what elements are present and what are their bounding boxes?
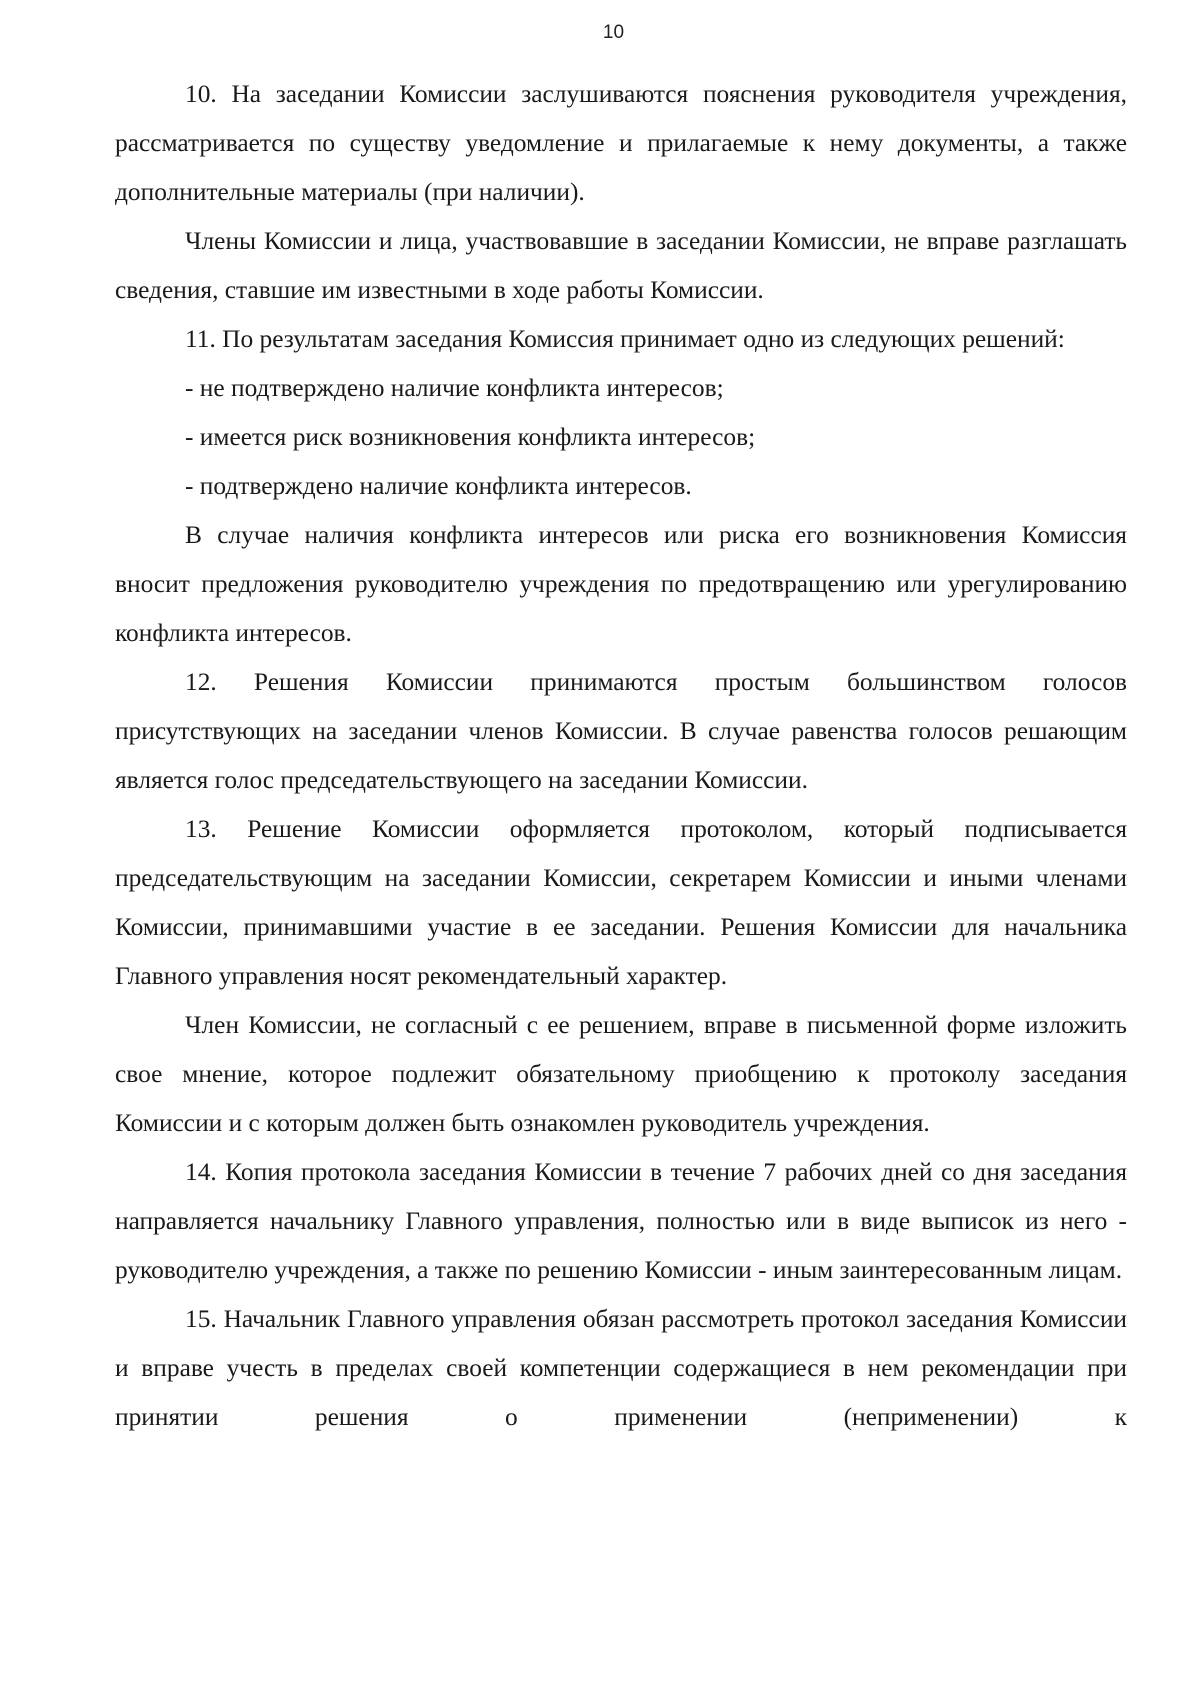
paragraph-10-commission-hearing: 10. На заседании Комиссии заслушиваются пояснения руководителя учреждения, рассматривается по существу уведомление и прилагаемые к нему документы, а также дополнительные материалы (при наличии).	[115, 80, 1127, 206]
document-body	[115, 70, 1127, 1442]
paragraph-11-decisions: 11. По результатам заседания Комиссия принимает одно из следующих решений:	[185, 325, 1065, 353]
list-item-no-conflict: - не подтверждено наличие конфликта интересов;	[185, 374, 724, 402]
paragraph-15-head-review: 15. Начальник Главного управления обязан рассмотреть протокол заседания Комиссии и вправе учесть в пределах своей компетенции содержащиеся в нем рекомендации при принятии решения о применении (неприменении) к	[115, 1305, 1127, 1431]
page-number: 10	[602, 22, 625, 43]
paragraph-dissenting-opinion: Член Комиссии, не согласный с ее решением, вправе в письменной форме изложить свое мнение, которое подлежит обязательному приобщению к протоколу заседания Комиссии и с которым должен быть ознакомлен руководитель учреждения.	[115, 1011, 1127, 1137]
paragraph-13-protocol: 13. Решение Комиссии оформляется протоколом, который подписывается председательствующим на заседании Комиссии, секретарем Комиссии и иными членами Комиссии, принимавшими участие в ее заседании. Решения Комиссии для начальника Главного управления носят рекомендательный характер.	[115, 815, 1127, 990]
paragraph-confidentiality: Члены Комиссии и лица, участвовавшие в заседании Комиссии, не вправе разглашать сведения, ставшие им известными в ходе работы Комиссии.	[115, 227, 1127, 304]
paragraph-12-majority-vote: 12. Решения Комиссии принимаются простым большинством голосов присутствующих на заседании членов Комиссии. В случае равенства голосов решающим является голос председательствующего на заседании Комиссии.	[115, 668, 1127, 794]
paragraph-14-protocol-copy: 14. Копия протокола заседания Комиссии в течение 7 рабочих дней со дня заседания направляется начальнику Главного управления, полностью или в виде выписок из него - руководителю учреждения, а также по решению Комиссии - иным заинтересованным лицам.	[115, 1158, 1127, 1284]
list-item-conflict-confirmed: - подтверждено наличие конфликта интересов.	[185, 472, 692, 500]
paragraph-conflict-proposals: В случае наличия конфликта интересов или риска его возникновения Комиссия вносит предложения руководителю учреждения по предотвращению или урегулированию конфликта интересов.	[115, 521, 1127, 647]
list-item-conflict-risk: - имеется риск возникновения конфликта интересов;	[185, 423, 756, 451]
